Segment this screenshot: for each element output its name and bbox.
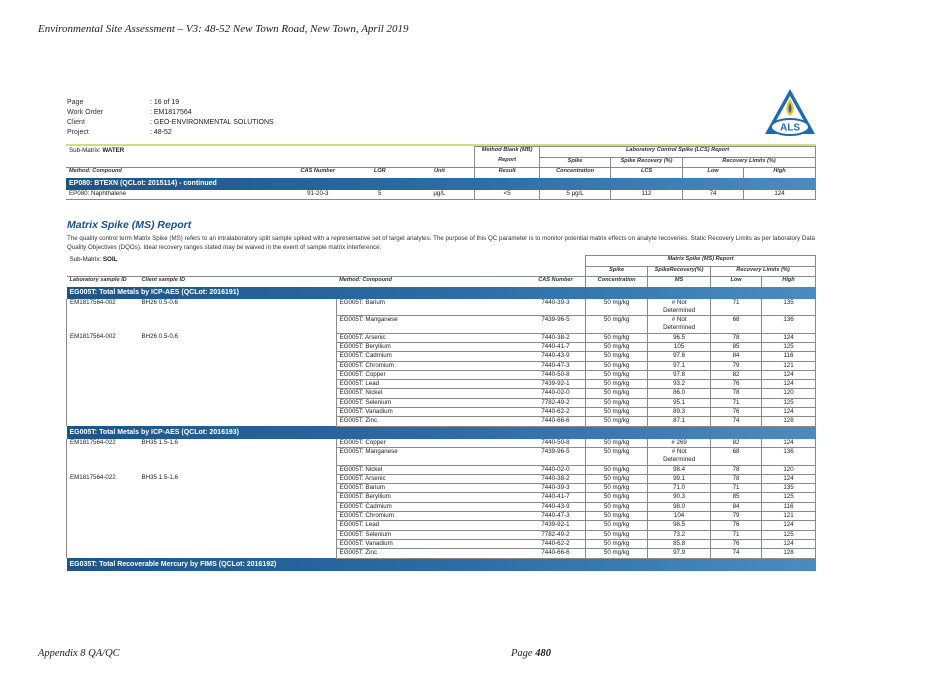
high-cell: 124 [762, 408, 816, 417]
lcs-submatrix-value: WATER [102, 146, 125, 154]
lab-id-cell [67, 539, 139, 548]
result-header: Result [475, 168, 540, 178]
concentration-cell: 50 mg/kg [586, 512, 648, 521]
low-cell: 76 [711, 539, 762, 548]
low-cell: 71 [711, 398, 762, 407]
high-cell: 124 [762, 333, 816, 342]
ms-table [66, 255, 816, 571]
client-id-cell [138, 502, 336, 511]
cas-cell: 7440-02-0 [526, 465, 586, 474]
cas-cell: 91-20-3 [307, 189, 329, 197]
ms-cell: 97.8 [648, 370, 711, 379]
client-id-cell [138, 530, 336, 539]
cas-cell: 7440-47-3 [526, 361, 586, 370]
low-cell: 68 [711, 316, 762, 334]
unit-header: Unit [405, 168, 475, 178]
lab-id-cell [67, 502, 139, 511]
concentration-cell: 50 mg/kg [586, 352, 648, 361]
cas-cell: 7439-96-5 [526, 447, 586, 465]
lab-id-cell [67, 389, 139, 398]
high-cell: 116 [762, 352, 816, 361]
low-cell: 84 [711, 502, 762, 511]
meta-key: Client [67, 119, 85, 126]
client-id-cell [138, 398, 336, 407]
table-row [67, 484, 816, 493]
ms-cell: 105 [648, 342, 711, 351]
ms-section-band: EG005T: Total Metals by ICP-AES (QCLot: 2016191) [67, 287, 816, 299]
concentration-cell: 50 mg/kg [586, 408, 648, 417]
lab-id-cell [67, 352, 139, 361]
cas-cell: 7782-49-2 [526, 398, 586, 407]
cas-cell: 7440-62-2 [526, 539, 586, 548]
cas-cell: 7440-50-8 [526, 439, 586, 448]
concentration-cell: 50 mg/kg [586, 417, 648, 426]
concentration-cell: 50 mg/kg [586, 361, 648, 370]
client-id-header: Client sample ID [138, 277, 336, 287]
cas-cell: 7440-50-8 [526, 370, 586, 379]
ms-cell: 99.1 [648, 474, 711, 483]
table-row [67, 539, 816, 548]
ms-report-description: The quality control term Matrix Spike (MS) refers to an intralaboratory split sample spiked with a representative set of target analytes. The purpose of this QC parameter is to monitor potential matrix effects on analyte recoveries. Static Recovery Limits as per laboratory Data Quality Objectives (DQOs). Ideal recovery ranges stated may be waived in the event of sample matrix interference. [67, 235, 815, 251]
high-cell: 124 [762, 539, 816, 548]
ms-cell: 98.0 [648, 502, 711, 511]
ms-cell: 96.5 [648, 333, 711, 342]
compound-cell: EG005T: Arsenic [336, 474, 526, 483]
spike-header: Spike [540, 157, 611, 168]
table-row [67, 342, 816, 351]
compound-cell: EG005T: Cadmium [336, 352, 526, 361]
lab-id-cell [67, 512, 139, 521]
meta-value: : 48-52 [150, 129, 172, 136]
client-id-cell [138, 370, 336, 379]
high-cell: 128 [762, 549, 816, 558]
cas-cell: 7440-41-7 [526, 493, 586, 502]
lcs-cell: 112 [611, 190, 683, 200]
table-row [66, 190, 816, 200]
client-id-cell [138, 465, 336, 474]
low-cell: 74 [711, 549, 762, 558]
footer-appendix: Appendix 8 QA/QC [38, 648, 120, 659]
concentration-cell: 50 mg/kg [586, 530, 648, 539]
concentration-cell: 50 mg/kg [586, 502, 648, 511]
low-cell: 79 [711, 361, 762, 370]
table-row [67, 447, 816, 465]
lcs-table [66, 146, 816, 200]
low-cell: 71 [711, 530, 762, 539]
client-id-cell: BH26 0.5-0.6 [141, 333, 178, 341]
concentration-cell: 50 mg/kg [586, 342, 648, 351]
high-cell: 120 [762, 465, 816, 474]
lab-id-cell: EM1817564-002 [67, 333, 139, 342]
compound-cell: EG005T: Vanadium [336, 408, 526, 417]
report-meta [67, 98, 274, 138]
lor-cell: 5 [378, 189, 382, 197]
compound-cell: EG005T: Copper [336, 370, 526, 379]
meta-value: : 16 of 19 [150, 99, 180, 106]
ms-cell [648, 299, 711, 316]
lcs-col-header: LCS [611, 168, 683, 178]
high-cell: 116 [762, 502, 816, 511]
table-row [67, 398, 816, 407]
table-row [67, 380, 816, 389]
low-cell: 78 [711, 474, 762, 483]
high-cell: 125 [762, 493, 816, 502]
low-header: Low [683, 168, 744, 178]
compound-cell: EG005T: Selenium [336, 398, 526, 407]
high-cell: 120 [762, 389, 816, 398]
low-cell: 76 [711, 408, 762, 417]
compound-cell: EG005T: Barium [336, 299, 526, 316]
ms-low-header: Low [711, 277, 762, 287]
low-cell: 79 [711, 512, 762, 521]
table-row [67, 352, 816, 361]
ms-cell: 89.3 [648, 408, 711, 417]
lab-id-cell [67, 530, 139, 539]
ms-cell: 90.3 [648, 493, 711, 502]
ms-col-header: MS [648, 277, 711, 287]
compound-cell: EG005T: Nickel [336, 465, 526, 474]
table-row [67, 439, 816, 448]
cas-cell: 7440-38-2 [526, 333, 586, 342]
lcs-section-band: EP080: BTEXN (QCLot: 2015114) - continued [66, 178, 816, 190]
client-id-cell [138, 512, 336, 521]
high-cell: 121 [762, 512, 816, 521]
cas-cell: 7439-92-1 [526, 380, 586, 389]
client-id-cell: BH26 0.5-0.6 [141, 298, 178, 306]
ms-cell: 98.5 [648, 521, 711, 530]
ms-high-header: High [762, 277, 816, 287]
table-row [67, 316, 816, 334]
concentration-cell: 50 mg/kg [586, 484, 648, 493]
compound-cell: EG005T: Chromium [336, 361, 526, 370]
cas-cell: 7440-43-9 [526, 502, 586, 511]
table-row [67, 333, 816, 342]
unit-cell: µg/L [433, 189, 446, 197]
concentration-cell: 50 mg/kg [586, 465, 648, 474]
client-id-cell [138, 417, 336, 426]
table-row [67, 465, 816, 474]
lab-id-cell [67, 417, 139, 426]
lab-id-cell [67, 370, 139, 379]
cas-cell: 7439-92-1 [526, 521, 586, 530]
table-row [67, 417, 816, 426]
high-cell: 124 [762, 474, 816, 483]
ms-concentration-header: Concentration [586, 277, 648, 287]
high-cell: 135 [762, 484, 816, 493]
high-cell: 125 [762, 342, 816, 351]
ms-recovery-limits-header: Recovery Limits (%) [711, 266, 816, 277]
high-cell: 124 [762, 370, 816, 379]
high-header: High [743, 168, 815, 178]
compound-cell: EG005T: Zinc [336, 417, 526, 426]
low-cell: 68 [711, 447, 762, 465]
low-cell: 76 [711, 521, 762, 530]
client-id-cell [138, 342, 336, 351]
lcs-submatrix-label: Sub-Matrix: [69, 146, 101, 154]
spike-recovery-header: Spike Recovery (%) [611, 157, 683, 168]
low-cell: 71 [711, 484, 762, 493]
mb-report-header: Report [475, 157, 540, 168]
low-cell: 78 [711, 333, 762, 342]
table-row [67, 512, 816, 521]
high-cell: 124 [762, 380, 816, 389]
cas-cell: 7440-43-9 [526, 352, 586, 361]
method-header: Method: Compound [66, 168, 281, 178]
ms-value-line1: # Not [671, 447, 687, 455]
ms-cell: 97.9 [648, 549, 711, 558]
lab-id-cell [67, 521, 139, 530]
client-id-cell: BH35 1.5-1.6 [141, 438, 178, 446]
ms-cell: 97.6 [648, 352, 711, 361]
footer-page-number: 480 [535, 648, 551, 659]
als-logo [762, 86, 818, 138]
high-cell: 135 [762, 299, 816, 316]
low-cell: 71 [711, 299, 762, 316]
concentration-cell: 50 mg/kg [586, 380, 648, 389]
concentration-cell: 50 mg/kg [586, 333, 648, 342]
meta-row [67, 118, 274, 128]
client-id-cell [138, 521, 336, 530]
low-cell: 84 [711, 352, 762, 361]
cas-cell: 7439-96-5 [526, 316, 586, 334]
ms-cell: 71.0 [648, 484, 711, 493]
ms-cas-header: CAS Number [526, 277, 586, 287]
compound-cell: EG005T: Zinc [336, 549, 526, 558]
high-cell: 125 [762, 530, 816, 539]
high-cell: 136 [762, 447, 816, 465]
ms-value-line1: # Not [671, 316, 687, 324]
low-cell: 78 [711, 389, 762, 398]
ms-submatrix-label: Sub-Matrix: [69, 255, 102, 263]
compound-cell: EP080: Naphthalene [69, 189, 127, 197]
low-cell: 76 [711, 380, 762, 389]
cas-cell: 7440-66-6 [526, 417, 586, 426]
lab-id-cell [67, 484, 139, 493]
document-header: Environmental Site Assessment – V3: 48-52 New Town Road, New Town, April 2019 [38, 23, 409, 35]
table-row [67, 474, 816, 483]
concentration-cell: 50 mg/kg [586, 299, 648, 316]
table-row [67, 549, 816, 558]
cas-cell: 7440-39-3 [526, 299, 586, 316]
low-cell: 74 [683, 190, 744, 200]
lab-id-cell [67, 549, 139, 558]
ms-value-line2: Determined [663, 324, 696, 332]
table-row [67, 361, 816, 370]
high-cell: 124 [743, 190, 815, 200]
recovery-limits-header: Recovery Limits (%) [683, 157, 816, 168]
ms-cell: 85.8 [648, 539, 711, 548]
cas-cell: 7440-39-3 [526, 484, 586, 493]
cas-cell: 7440-62-2 [526, 408, 586, 417]
ms-cell: 86.0 [648, 389, 711, 398]
low-cell: 82 [711, 370, 762, 379]
lab-id-cell [67, 408, 139, 417]
ms-spike-recovery-header: SpikeRecovery(%) [648, 266, 711, 277]
client-id-cell: BH35 1.5-1.6 [141, 474, 178, 482]
compound-cell: EG005T: Manganese [336, 316, 526, 334]
footer-page [511, 648, 551, 659]
table-row [67, 502, 816, 511]
compound-cell: EG005T: Chromium [336, 512, 526, 521]
low-cell: 82 [711, 439, 762, 448]
ms-report-header: Matrix Spike (MS) Report [586, 256, 816, 267]
client-id-cell [138, 408, 336, 417]
concentration-cell: 50 mg/kg [586, 521, 648, 530]
lab-id-cell [67, 398, 139, 407]
concentration-cell: 50 mg/kg [586, 447, 648, 465]
ms-section-band: EG005T: Total Metals by ICP-AES (QCLot: 2016193) [67, 426, 816, 439]
concentration-cell: 50 mg/kg [586, 493, 648, 502]
meta-key: Page [67, 99, 84, 106]
table-row [67, 370, 816, 379]
lab-id-cell [67, 493, 139, 502]
low-cell: 74 [711, 417, 762, 426]
high-cell: 124 [762, 521, 816, 530]
compound-cell: EG005T: Lead [336, 380, 526, 389]
logo-text: ALS [780, 122, 800, 134]
ms-value-line2: Determined [663, 306, 696, 314]
concentration-cell: 50 mg/kg [586, 398, 648, 407]
table-row [67, 521, 816, 530]
compound-cell: EG005T: Beryllium [336, 493, 526, 502]
client-id-cell [138, 493, 336, 502]
client-id-cell [138, 316, 336, 334]
lab-id-cell [67, 380, 139, 389]
concentration-cell: 50 mg/kg [586, 316, 648, 334]
meta-key: Work Order [67, 109, 104, 116]
concentration-cell: 50 mg/kg [586, 474, 648, 483]
ms-cell: 95.1 [648, 398, 711, 407]
lab-id-cell: EM1817564-002 [67, 299, 139, 316]
concentration-cell: 50 mg/kg [586, 549, 648, 558]
ms-cell: 87.1 [648, 417, 711, 426]
low-cell: 78 [711, 465, 762, 474]
mb-header: Method Blank (MB) [475, 147, 540, 158]
client-id-cell [138, 447, 336, 465]
meta-row [67, 128, 274, 138]
ms-cell [648, 447, 711, 465]
concentration-cell: 5 µg/L [540, 190, 611, 200]
compound-cell: EG005T: Barium [336, 484, 526, 493]
ms-cell: # 269 [648, 439, 711, 448]
concentration-header: Concentration [540, 168, 611, 178]
cas-cell: 7440-02-0 [526, 389, 586, 398]
ms-submatrix-value: SOIL [102, 255, 118, 263]
client-id-cell [138, 352, 336, 361]
high-cell: 128 [762, 417, 816, 426]
cas-cell: 7440-38-2 [526, 474, 586, 483]
high-cell: 124 [762, 439, 816, 448]
ms-cell: 97.1 [648, 361, 711, 370]
ms-cell: 93.2 [648, 380, 711, 389]
compound-cell: EG005T: Cadmium [336, 502, 526, 511]
compound-cell: EG005T: Manganese [336, 447, 526, 465]
lab-id-cell [67, 465, 139, 474]
ms-spike-header: Spike [586, 266, 648, 277]
meta-value: : EM1817564 [150, 109, 192, 116]
cas-cell: 7440-66-6 [526, 549, 586, 558]
client-id-cell [138, 539, 336, 548]
client-id-cell [138, 484, 336, 493]
table-row [67, 408, 816, 417]
cas-header: CAS Number [281, 168, 355, 178]
table-row [67, 530, 816, 539]
lab-id-cell [67, 342, 139, 351]
concentration-cell: 50 mg/kg [586, 539, 648, 548]
compound-cell: EG005T: Arsenic [336, 333, 526, 342]
lcs-header: Laboratory Control Spike (LCS) Report [540, 147, 816, 158]
ms-report-title: Matrix Spike (MS) Report [67, 219, 192, 231]
meta-key: Project [67, 129, 89, 136]
compound-cell: EG005T: Vanadium [336, 539, 526, 548]
lor-header: LOR [355, 168, 405, 178]
compound-cell: EG005T: Nickel [336, 389, 526, 398]
ms-cell: 73.2 [648, 530, 711, 539]
ms-value-line2: Determined [663, 456, 696, 464]
client-id-cell [138, 549, 336, 558]
lab-id-cell: EM1817564-022 [67, 474, 139, 483]
ms-method-header: Method: Compound [336, 277, 526, 287]
ms-cell: 104 [648, 512, 711, 521]
lab-id-cell [67, 316, 139, 334]
compound-cell: EG005T: Lead [336, 521, 526, 530]
compound-cell: EG005T: Selenium [336, 530, 526, 539]
client-id-cell [138, 361, 336, 370]
concentration-cell: 50 mg/kg [586, 439, 648, 448]
lab-id-cell [67, 447, 139, 465]
table-row [67, 493, 816, 502]
lab-id-cell [67, 361, 139, 370]
meta-row [67, 98, 274, 108]
lab-id-cell: EM1817564-022 [67, 439, 139, 448]
low-cell: 85 [711, 342, 762, 351]
ms-cell [648, 316, 711, 334]
table-row [67, 389, 816, 398]
table-row [67, 299, 816, 316]
compound-cell: EG005T: Copper [336, 439, 526, 448]
cas-cell: 7440-47-3 [526, 512, 586, 521]
meta-value: : GEO-ENVIRONMENTAL SOLUTIONS [150, 119, 274, 126]
concentration-cell: 50 mg/kg [586, 370, 648, 379]
cas-cell: 7782-49-2 [526, 530, 586, 539]
high-cell: 136 [762, 316, 816, 334]
ms-value-line1: # Not [671, 298, 687, 306]
ms-cell: 98.4 [648, 465, 711, 474]
cas-cell: 7440-41-7 [526, 342, 586, 351]
compound-cell: EG005T: Beryllium [336, 342, 526, 351]
concentration-cell: 50 mg/kg [586, 389, 648, 398]
high-cell: 125 [762, 398, 816, 407]
client-id-cell [138, 389, 336, 398]
ms-section-band: EG035T: Total Recoverable Mercury by FIMS (QCLot: 2016192) [67, 558, 816, 571]
lab-id-header: Laboratory sample ID [67, 277, 139, 287]
meta-row [67, 108, 274, 118]
high-cell: 121 [762, 361, 816, 370]
result-cell: <5 [475, 190, 540, 200]
footer-page-prefix: Page [511, 648, 533, 659]
low-cell: 85 [711, 493, 762, 502]
client-id-cell [138, 380, 336, 389]
